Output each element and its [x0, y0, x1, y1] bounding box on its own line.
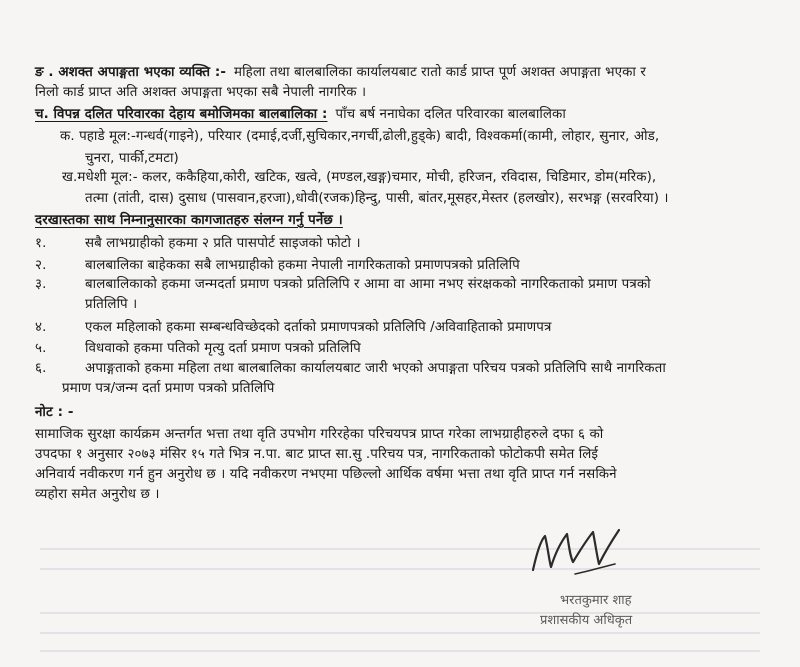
note-line4: व्यहोरा समेत अनुरोध छ । — [35, 487, 160, 502]
section-nga-line2: निलो कार्ड प्राप्त अति अशक्त अपाङ्गता भएका सबै नेपाली नागरिक । — [35, 85, 367, 100]
document-item — [35, 340, 361, 358]
document-item-text: एकल महिलाको हकमा सम्बन्धविच्छेदको दर्ताको प्रमाणपत्रको प्रतिलिपि /अविवाहिताको प्रमाणपत्र — [85, 320, 552, 335]
section-cha-kha-line1: ख.मधेशी मूल:- कलर, ककैहिया,कोरी, खटिक, खत्वे, (मण्डल,खङ्ग)चमार, मोची, हरिजन, रविदास, चिडिमार, डोम(मरिक), — [62, 170, 657, 185]
bleed-through-line — [40, 612, 760, 614]
section-nga-line1 — [35, 64, 646, 82]
document-item-continuation: प्रमाण पत्र/जन्म दर्ता प्रमाण पत्रको प्रतिलिपि — [62, 381, 275, 396]
bleed-through-line — [40, 650, 760, 652]
document-item-number: ३. — [35, 277, 47, 292]
section-nga-heading: ङ . अशक्त अपाङ्गता भएका व्यक्ति :- — [35, 65, 227, 80]
document-item-text: अपाङ्गताको हकमा महिला तथा बालबालिका कार्यालयबाट जारी भएको अपाङ्गता परिचय पत्रको प्रतिलिपि साथै नागरिकता — [85, 361, 666, 376]
document-item-text: सबै लाभग्राहीको हकमा २ प्रति पासपोर्ट साइजको फोटो । — [85, 236, 361, 251]
handwritten-signature — [515, 512, 655, 592]
document-item-number: ५. — [35, 341, 47, 356]
document-item — [35, 235, 361, 253]
section-cha-ka-line1: क. पहाडे मूल:-गन्धर्व(गाइने), परियार (दमाई,दर्जी,सुचिकार,नगर्ची,ढोली,हुड्के) बादी, विश्वकर्मा(कामी, लोहार, सुनार, ओड, — [60, 129, 660, 144]
document-item-number: २. — [35, 258, 47, 273]
document-item — [35, 360, 666, 378]
document-item-text: बालबालिकाको हकमा जन्मदर्ता प्रमाण पत्रको प्रतिलिपि र आमा वा आमा नभए संरक्षकको नागरिकताको प्रमाण पत्रको — [85, 277, 651, 292]
section-cha-line1 — [35, 106, 566, 124]
section-cha-ka-line2: चुनरा, पार्की,टमटा) — [85, 151, 179, 166]
document-item-text: बालबालिका बाहेकका सबै लाभग्राहीको हकमा नेपाली नागरिकताको प्रमाणपत्रको प्रतिलिपि — [85, 258, 520, 273]
document-item-continuation: प्रतिलिपि । — [85, 297, 138, 312]
section-cha-text: पाँच बर्ष ननाघेका दलित परिवारका बालबालिका — [335, 107, 566, 122]
note-line1: सामाजिक सुरक्षा कार्यक्रम अन्तर्गत भत्ता तथा वृति उपभोग गरिरहेका परिचयपत्र प्राप्त गरेका लाभग्राहीहरुले दफा ६ को — [35, 427, 604, 442]
document-item-number: ४. — [35, 320, 47, 335]
documents-heading: दरखास्तका साथ निम्नानुसारका कागजातहरु संलग्न गर्नु पर्नेछ । — [35, 213, 343, 228]
signatory-name: भरतकुमार शाह — [560, 593, 632, 608]
section-cha-kha-line2: तत्मा (तांती, दास) दुसाध (पासवान,हरजा),धोवी(रजक)हिन्दु, पासी, बांतर,मूसहर,मेस्तर (हलखोर), सरभङ्ग (सरवरिया) । — [85, 191, 669, 206]
document-item-text: विधवाको हकमा पतिको मृत्यु दर्ता प्रमाण पत्रको प्रतिलिपि — [85, 341, 361, 356]
note-label: नोट : - — [35, 405, 74, 420]
note-line2: उपदफा १ अनुसार २०७३ मंसिर १५ गते भित्र न.पा. बाट प्राप्त सा.सु .परिचय पत्र, नागरिकताको फोटोकपी समेत लिई — [35, 447, 599, 462]
signatory-title: प्रशासकीय अधिकृत — [540, 613, 633, 628]
document-item-number: ६. — [35, 361, 47, 376]
section-cha-heading: च. विपन्न दलित परिवारका देहाय बमोजिमका बालबालिका : — [35, 107, 328, 122]
document-item — [35, 276, 651, 294]
bleed-through-line — [40, 632, 760, 634]
document-item — [35, 257, 520, 275]
note-line3: अनिवार्य नवीकरण गर्न हुन अनुरोध छ । यदि नवीकरण नभएमा पछिल्लो आर्थिक वर्षमा भत्ता तथा वृति प्राप्त गर्न नसकिने — [35, 467, 617, 482]
document-item — [35, 319, 551, 337]
section-nga-text: महिला तथा बालबालिका कार्यालयबाट रातो कार्ड प्राप्त पूर्ण अशक्त अपाङ्गता भएका र — [234, 65, 646, 80]
document-item-number: १. — [35, 236, 47, 251]
